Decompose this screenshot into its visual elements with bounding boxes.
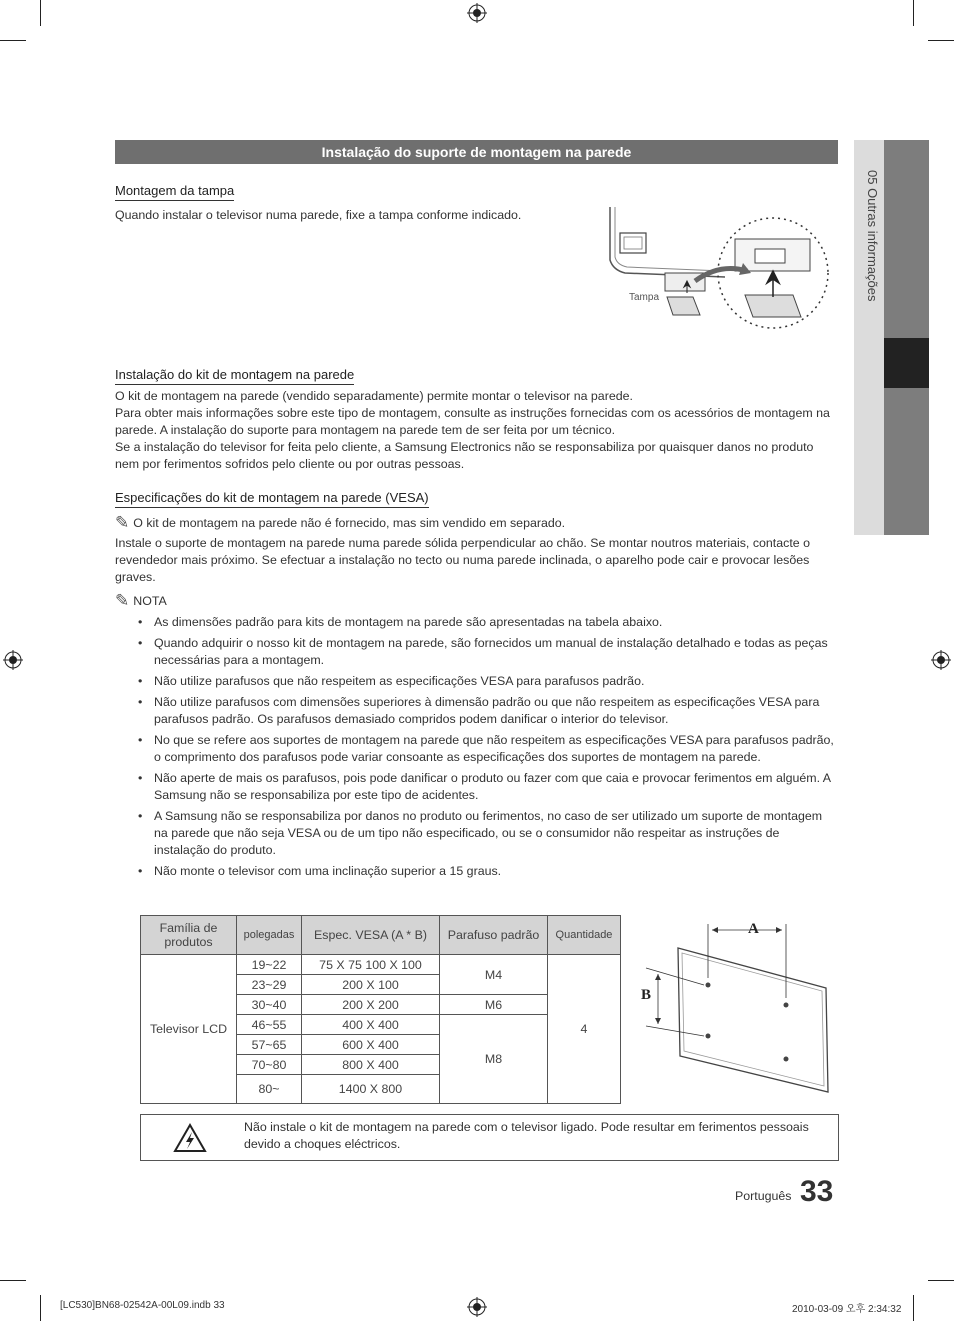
cover-heading: Montagem da tampa [115, 183, 234, 201]
crop-mark [0, 1280, 26, 1281]
nota-bullet-list [138, 614, 838, 884]
list-item: • Não utilize parafusos com dimensões superiores à dimensão padrão ou que não respeitem as especificações VESA para parafusos padrão. Os parafusos demasiado compridos podem danificar o interior do televisor. [138, 694, 838, 728]
kit-paragraph: Para obter mais informações sobre este tipo de montagem, consulte as instruções fornecidas com os acessórios de montagem na parede. A instalação do suporte para montagem na parede tem de ser feita por um técnico. [115, 406, 830, 437]
inches-cell: 19~22 [237, 955, 302, 975]
table-header: Quantidade [548, 916, 621, 955]
list-item: • Não utilize parafusos que não respeitem as especificações VESA para parafusos padrão. [138, 673, 838, 690]
diagram-label-b: B [641, 987, 652, 1003]
registration-mark-icon [931, 650, 951, 670]
footer-language: Português [735, 1189, 792, 1203]
kit-paragraphs [115, 388, 840, 473]
crop-mark [40, 1295, 41, 1321]
print-timestamp: 2010-03-09 오후 2:34:32 [792, 1304, 902, 1315]
side-tab-chapter-label: 05 Outras informações [865, 170, 880, 302]
crop-mark [913, 0, 914, 26]
vesa-cell: 400 X 400 [302, 1015, 440, 1035]
nota-label: NOTA [133, 594, 167, 608]
kit-paragraph: O kit de montagem na parede (vendido separadamente) permite montar o televisor na parede. [115, 389, 633, 403]
family-cell: Televisor LCD [141, 955, 237, 1104]
kit-heading: Instalação do kit de montagem na parede [115, 367, 354, 385]
list-item: • No que se refere aos suportes de montagem na parede que não respeitem as especificações VESA para parafusos padrão, o comprimento dos parafusos pode variar consoante as especificações dos suportes de montagem na parede. [138, 732, 838, 766]
table-header: Espec. VESA (A * B) [302, 916, 440, 955]
note-pencil-icon: ✎ [115, 591, 130, 610]
vesa-text: Instale o suporte de montagem na parede numa parede sólida perpendicular ao chão. Se montar noutros materiais, contacte o revendedor mais próximo. Se efectuar a instalação no tecto ou numa parede inclinada, o aparelho pode cair e provocar lesões graves. [115, 536, 810, 584]
list-item: • A Samsung não se responsabiliza por danos no produto ou ferimentos, no caso de ser utilizado um suporte de montagem na parede que não seja VESA ou de um tipo não especificado, ou se o consumidor não respeitar as instruções de instalação do produto. [138, 808, 838, 859]
registration-mark-icon [467, 3, 487, 23]
note-pencil-icon: ✎ [115, 513, 130, 532]
section-title: Instalação do suporte de montagem na parede [115, 140, 838, 164]
print-file-info: [LC530]BN68-02542A-00L09.indb 33 [60, 1300, 225, 1311]
vesa-cell: 600 X 400 [302, 1035, 440, 1055]
registration-mark-icon [3, 650, 23, 670]
table-header: Parafuso padrão [440, 916, 548, 955]
electric-shock-warning-icon [173, 1123, 207, 1153]
diagram-label-a: A [748, 921, 759, 937]
cover-text: Quando instalar o televisor numa parede, fixe a tampa conforme indicado. [115, 208, 522, 222]
inches-cell: 80~ [237, 1075, 302, 1104]
vesa-cell: 200 X 200 [302, 995, 440, 1015]
vesa-heading: Especificações do kit de montagem na parede (VESA) [115, 490, 429, 508]
table-header: polegadas [237, 916, 302, 955]
inches-cell: 46~55 [237, 1015, 302, 1035]
inches-cell: 30~40 [237, 995, 302, 1015]
crop-mark [928, 40, 954, 41]
list-item: • Não monte o televisor com uma inclinação superior a 15 graus. [138, 863, 838, 880]
inches-cell: 70~80 [237, 1055, 302, 1075]
kit-paragraph: Se a instalação do televisor for feita pelo cliente, a Samsung Electronics não se responsabiliza por quaisquer danos no produto nem por ferimentos sofridos pelo cliente ou por outras pessoas. [115, 440, 814, 471]
list-item: • Quando adquirir o nosso kit de montagem na parede, são fornecidos um manual de instalação detalhado e todas as peças necessárias para a montagem. [138, 635, 838, 669]
vesa-cell: 75 X 75 100 X 100 [302, 955, 440, 975]
vesa-table [140, 915, 621, 1104]
page-number: 33 [800, 1175, 834, 1208]
screw-cell: M8 [440, 1015, 548, 1104]
side-tab-active-marker [884, 338, 929, 388]
vesa-cell: 800 X 400 [302, 1055, 440, 1075]
crop-mark [928, 1280, 954, 1281]
registration-mark-icon [467, 1297, 487, 1317]
crop-mark [913, 1295, 914, 1321]
vesa-note-line-wrap [115, 514, 840, 532]
cover-image-label: Tampa [629, 292, 660, 303]
inches-cell: 23~29 [237, 975, 302, 995]
warning-box [140, 1114, 839, 1161]
vesa-cell: 200 X 100 [302, 975, 440, 995]
table-row [141, 955, 621, 975]
screw-cell: M6 [440, 995, 548, 1015]
table-header: Família de produtos [141, 916, 237, 955]
vesa-cell: 1400 X 800 [302, 1075, 440, 1104]
list-item: • As dimensões padrão para kits de montagem na parede são apresentadas na tabela abaixo. [138, 614, 838, 631]
inches-cell: 57~65 [237, 1035, 302, 1055]
cover-illustration [605, 205, 830, 333]
vesa-note-line: O kit de montagem na parede não é fornecido, mas sim vendido em separado. [133, 516, 566, 530]
warning-text: Não instale o kit de montagem na parede com o televisor ligado. Pode resultar em ferimentos pessoais devido a choques eléctricos. [244, 1120, 809, 1151]
nota-line [115, 592, 840, 610]
crop-mark [40, 0, 41, 26]
tv-back-diagram [636, 916, 836, 1096]
table-header-row [141, 916, 621, 955]
list-item: • Não aperte de mais os parafusos, pois pode danificar o produto ou fazer com que caia e provocar ferimentos em alguém. A Samsung não se responsabiliza por este tipo de acidentes. [138, 770, 838, 804]
quantity-cell: 4 [548, 955, 621, 1104]
crop-mark [0, 40, 26, 41]
screw-cell: M4 [440, 955, 548, 995]
